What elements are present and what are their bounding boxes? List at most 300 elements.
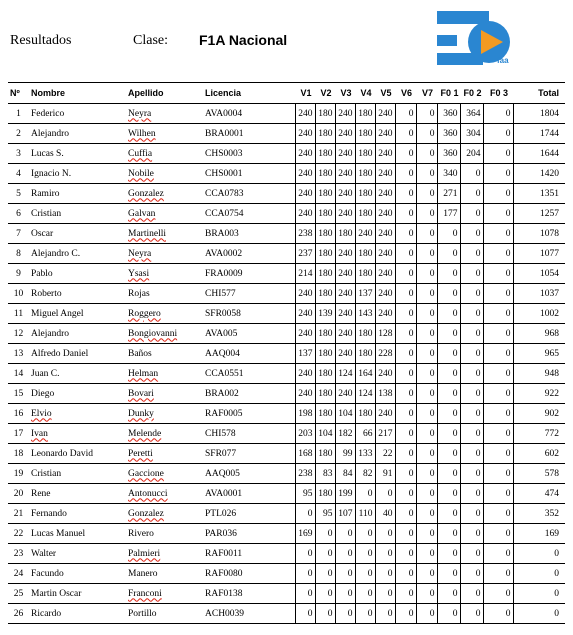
apellido-cell: Neyra xyxy=(126,104,203,124)
score-cell: 0 xyxy=(483,364,513,384)
score-cell: 0 xyxy=(437,604,460,624)
nombre-cell: Ivan xyxy=(29,424,126,444)
score-cell: 0 xyxy=(416,144,437,164)
score-cell: 0 xyxy=(437,504,460,524)
score-cell: 0 xyxy=(437,484,460,504)
table-row xyxy=(8,484,565,504)
licencia-cell: AAQ004 xyxy=(203,344,295,364)
score-cell: 0 xyxy=(416,584,437,604)
score-cell: 240 xyxy=(375,224,395,244)
score-cell: 180 xyxy=(315,124,335,144)
rank-cell: 17 xyxy=(8,424,29,444)
licencia-cell: AVA0004 xyxy=(203,104,295,124)
score-cell: 84 xyxy=(335,464,355,484)
score-cell: 0 xyxy=(395,484,416,504)
score-cell: 104 xyxy=(335,404,355,424)
score-cell: 0 xyxy=(395,444,416,464)
apellido-cell: Portillo xyxy=(126,604,203,624)
score-cell: 0 xyxy=(295,584,315,604)
score-cell: 0 xyxy=(437,264,460,284)
score-cell: 0 xyxy=(460,304,483,324)
score-cell: 180 xyxy=(355,324,375,344)
score-cell: 0 xyxy=(483,324,513,344)
score-cell: 0 xyxy=(395,464,416,484)
score-cell: 0 xyxy=(483,544,513,564)
nombre-cell: Cristian xyxy=(29,204,126,224)
total-cell: 0 xyxy=(513,564,565,584)
total-cell: 0 xyxy=(513,544,565,564)
table-row xyxy=(8,244,565,264)
score-cell: 143 xyxy=(355,304,375,324)
score-cell: 0 xyxy=(460,324,483,344)
score-cell: 0 xyxy=(483,504,513,524)
score-cell: 0 xyxy=(395,284,416,304)
score-cell: 0 xyxy=(483,304,513,324)
column-header: V1 xyxy=(295,83,315,104)
score-cell: 0 xyxy=(375,484,395,504)
score-cell: 0 xyxy=(395,304,416,324)
score-cell: 137 xyxy=(295,344,315,364)
score-cell: 82 xyxy=(355,464,375,484)
apellido-cell: Bovari xyxy=(126,384,203,404)
score-cell: 180 xyxy=(315,144,335,164)
nombre-cell: Miguel Angel xyxy=(29,304,126,324)
apellido-cell: Rojas xyxy=(126,284,203,304)
score-cell: 240 xyxy=(295,104,315,124)
score-cell: 180 xyxy=(315,364,335,384)
rank-cell: 20 xyxy=(8,484,29,504)
column-header: V3 xyxy=(335,83,355,104)
column-header: V7 xyxy=(416,83,437,104)
score-cell: 168 xyxy=(295,444,315,464)
score-cell: 240 xyxy=(375,144,395,164)
score-cell: 0 xyxy=(437,544,460,564)
total-cell: 1351 xyxy=(513,184,565,204)
score-cell: 0 xyxy=(295,604,315,624)
column-header: F0 3 xyxy=(483,83,513,104)
table-row xyxy=(8,404,565,424)
score-cell: 0 xyxy=(375,524,395,544)
score-cell: 0 xyxy=(483,284,513,304)
licencia-cell: RAF0005 xyxy=(203,404,295,424)
score-cell: 214 xyxy=(295,264,315,284)
score-cell: 0 xyxy=(437,444,460,464)
apellido-cell: Helman xyxy=(126,364,203,384)
nombre-cell: Facundo xyxy=(29,564,126,584)
score-cell: 180 xyxy=(315,384,335,404)
score-cell: 240 xyxy=(335,284,355,304)
score-cell: 0 xyxy=(437,404,460,424)
score-cell: 138 xyxy=(375,384,395,404)
licencia-cell: PAR036 xyxy=(203,524,295,544)
score-cell: 240 xyxy=(295,284,315,304)
score-cell: 0 xyxy=(395,244,416,264)
score-cell: 0 xyxy=(437,384,460,404)
total-cell: 1804 xyxy=(513,104,565,124)
score-cell: 0 xyxy=(460,224,483,244)
score-cell: 0 xyxy=(483,264,513,284)
apellido-cell: Bongiovanni xyxy=(126,324,203,344)
apellido-cell: Martinelli xyxy=(126,224,203,244)
score-cell: 0 xyxy=(395,584,416,604)
score-cell: 0 xyxy=(483,184,513,204)
total-cell: 0 xyxy=(513,604,565,624)
score-cell: 0 xyxy=(335,564,355,584)
table-row xyxy=(8,544,565,564)
score-cell: 0 xyxy=(483,564,513,584)
score-cell: 180 xyxy=(355,164,375,184)
table-row xyxy=(8,184,565,204)
score-cell: 0 xyxy=(437,324,460,344)
licencia-cell: BRA0001 xyxy=(203,124,295,144)
score-cell: 66 xyxy=(355,424,375,444)
column-header: Apellido xyxy=(126,83,203,104)
nombre-cell: Alfredo Daniel xyxy=(29,344,126,364)
score-cell: 180 xyxy=(315,204,335,224)
column-header: V2 xyxy=(315,83,335,104)
nombre-cell: Pablo xyxy=(29,264,126,284)
table-row xyxy=(8,284,565,304)
total-cell: 474 xyxy=(513,484,565,504)
score-cell: 169 xyxy=(295,524,315,544)
score-cell: 107 xyxy=(335,504,355,524)
header-row xyxy=(8,83,565,104)
score-cell: 0 xyxy=(355,584,375,604)
score-cell: 180 xyxy=(355,244,375,264)
resultados-label: Resultados xyxy=(10,33,72,48)
table-row xyxy=(8,604,565,624)
nombre-cell: Rene xyxy=(29,484,126,504)
nombre-cell: Alejandro xyxy=(29,124,126,144)
score-cell: 0 xyxy=(355,564,375,584)
licencia-cell: CHS0001 xyxy=(203,164,295,184)
score-cell: 203 xyxy=(295,424,315,444)
nombre-cell: Fernando xyxy=(29,504,126,524)
score-cell: 0 xyxy=(483,384,513,404)
rank-cell: 5 xyxy=(8,184,29,204)
score-cell: 240 xyxy=(335,384,355,404)
score-cell: 0 xyxy=(460,204,483,224)
licencia-cell: SFR077 xyxy=(203,444,295,464)
score-cell: 95 xyxy=(315,504,335,524)
score-cell: 0 xyxy=(460,504,483,524)
score-cell: 240 xyxy=(295,124,315,144)
licencia-cell: ACH0039 xyxy=(203,604,295,624)
score-cell: 0 xyxy=(460,244,483,264)
score-cell: 240 xyxy=(295,364,315,384)
score-cell: 0 xyxy=(460,564,483,584)
score-cell: 180 xyxy=(315,344,335,364)
rank-cell: 19 xyxy=(8,464,29,484)
licencia-cell: AVA0001 xyxy=(203,484,295,504)
nombre-cell: Lucas Manuel xyxy=(29,524,126,544)
score-cell: 240 xyxy=(335,164,355,184)
score-cell: 0 xyxy=(483,204,513,224)
score-cell: 0 xyxy=(295,564,315,584)
total-cell: 578 xyxy=(513,464,565,484)
column-header: V4 xyxy=(355,83,375,104)
table-row xyxy=(8,424,565,444)
nombre-cell: Leonardo David xyxy=(29,444,126,464)
score-cell: 0 xyxy=(437,244,460,264)
score-cell: 199 xyxy=(335,484,355,504)
apellido-cell: Neyra xyxy=(126,244,203,264)
score-cell: 0 xyxy=(416,364,437,384)
score-cell: 180 xyxy=(315,404,335,424)
score-cell: 0 xyxy=(416,184,437,204)
score-cell: 95 xyxy=(295,484,315,504)
nombre-cell: Martin Oscar xyxy=(29,584,126,604)
total-cell: 772 xyxy=(513,424,565,444)
apellido-cell: Antonucci xyxy=(126,484,203,504)
score-cell: 0 xyxy=(483,584,513,604)
score-cell: 0 xyxy=(395,144,416,164)
clase-label: Clase: xyxy=(133,33,168,48)
score-cell: 180 xyxy=(355,144,375,164)
rank-cell: 3 xyxy=(8,144,29,164)
score-cell: 0 xyxy=(416,164,437,184)
score-cell: 180 xyxy=(355,104,375,124)
score-cell: 0 xyxy=(355,484,375,504)
total-cell: 1077 xyxy=(513,244,565,264)
apellido-cell: Gaccione xyxy=(126,464,203,484)
score-cell: 340 xyxy=(437,164,460,184)
licencia-cell: RAF0011 xyxy=(203,544,295,564)
score-cell: 180 xyxy=(355,404,375,424)
score-cell: 304 xyxy=(460,124,483,144)
score-cell: 0 xyxy=(460,584,483,604)
score-cell: 104 xyxy=(315,424,335,444)
score-cell: 124 xyxy=(335,364,355,384)
score-cell: 0 xyxy=(416,464,437,484)
score-cell: 0 xyxy=(437,424,460,444)
score-cell: 0 xyxy=(416,544,437,564)
score-cell: 237 xyxy=(295,244,315,264)
score-cell: 240 xyxy=(295,324,315,344)
rank-cell: 24 xyxy=(8,564,29,584)
score-cell: 240 xyxy=(295,384,315,404)
column-header: Licencia xyxy=(203,83,295,104)
licencia-cell: CCA0783 xyxy=(203,184,295,204)
score-cell: 238 xyxy=(295,464,315,484)
rank-cell: 16 xyxy=(8,404,29,424)
licencia-cell: AAQ005 xyxy=(203,464,295,484)
score-cell: 180 xyxy=(315,224,335,244)
score-cell: 0 xyxy=(460,164,483,184)
score-cell: 0 xyxy=(483,244,513,264)
score-cell: 180 xyxy=(315,244,335,264)
total-cell: 169 xyxy=(513,524,565,544)
licencia-cell: CHI577 xyxy=(203,284,295,304)
column-header: Nº xyxy=(8,83,29,104)
score-cell: 240 xyxy=(375,264,395,284)
score-cell: 0 xyxy=(460,364,483,384)
total-cell: 1420 xyxy=(513,164,565,184)
nombre-cell: Ignacio N. xyxy=(29,164,126,184)
clase-value: F1A Nacional xyxy=(199,32,288,48)
score-cell: 180 xyxy=(315,484,335,504)
score-cell: 360 xyxy=(437,144,460,164)
score-cell: 240 xyxy=(295,204,315,224)
table-row xyxy=(8,264,565,284)
score-cell: 0 xyxy=(395,344,416,364)
score-cell: 240 xyxy=(335,204,355,224)
table-row xyxy=(8,144,565,164)
score-cell: 180 xyxy=(315,444,335,464)
rank-cell: 22 xyxy=(8,524,29,544)
score-cell: 0 xyxy=(483,404,513,424)
apellido-cell: Baños xyxy=(126,344,203,364)
score-cell: 0 xyxy=(437,224,460,244)
score-cell: 240 xyxy=(335,324,355,344)
nombre-cell: Roberto xyxy=(29,284,126,304)
rank-cell: 14 xyxy=(8,364,29,384)
licencia-cell: SFR0058 xyxy=(203,304,295,324)
score-cell: 0 xyxy=(437,584,460,604)
score-cell: 0 xyxy=(395,264,416,284)
table-row xyxy=(8,104,565,124)
apellido-cell: Cuffia xyxy=(126,144,203,164)
score-cell: 0 xyxy=(355,544,375,564)
total-cell: 602 xyxy=(513,444,565,464)
score-cell: 240 xyxy=(375,204,395,224)
score-cell: 0 xyxy=(416,264,437,284)
apellido-cell: Roggero xyxy=(126,304,203,324)
total-cell: 1037 xyxy=(513,284,565,304)
score-cell: 0 xyxy=(460,404,483,424)
score-cell: 164 xyxy=(355,364,375,384)
table-row xyxy=(8,364,565,384)
score-cell: 0 xyxy=(416,344,437,364)
rank-cell: 26 xyxy=(8,604,29,624)
score-cell: 0 xyxy=(416,524,437,544)
score-cell: 0 xyxy=(395,544,416,564)
score-cell: 0 xyxy=(416,444,437,464)
nombre-cell: Elvio xyxy=(29,404,126,424)
score-cell: 0 xyxy=(416,244,437,264)
score-cell: 0 xyxy=(355,604,375,624)
score-cell: 240 xyxy=(335,244,355,264)
rank-cell: 4 xyxy=(8,164,29,184)
table-row xyxy=(8,524,565,544)
licencia-cell: PTL026 xyxy=(203,504,295,524)
score-cell: 0 xyxy=(460,184,483,204)
table-row xyxy=(8,444,565,464)
nombre-cell: Lucas S. xyxy=(29,144,126,164)
nombre-cell: Ramiro xyxy=(29,184,126,204)
apellido-cell: Rivero xyxy=(126,524,203,544)
score-cell: 0 xyxy=(416,124,437,144)
table-row xyxy=(8,564,565,584)
score-cell: 0 xyxy=(416,224,437,244)
apellido-cell: Palmieri xyxy=(126,544,203,564)
rank-cell: 2 xyxy=(8,124,29,144)
total-cell: 1744 xyxy=(513,124,565,144)
score-cell: 180 xyxy=(315,164,335,184)
score-cell: 0 xyxy=(416,604,437,624)
score-cell: 110 xyxy=(355,504,375,524)
score-cell: 0 xyxy=(295,504,315,524)
score-cell: 240 xyxy=(375,404,395,424)
score-cell: 180 xyxy=(315,264,335,284)
rank-cell: 11 xyxy=(8,304,29,324)
score-cell: 0 xyxy=(460,284,483,304)
score-cell: 180 xyxy=(355,124,375,144)
score-cell: 240 xyxy=(375,244,395,264)
column-header: F0 2 xyxy=(460,83,483,104)
score-cell: 99 xyxy=(335,444,355,464)
score-cell: 0 xyxy=(483,424,513,444)
apellido-cell: Wilhen xyxy=(126,124,203,144)
licencia-cell: BRA002 xyxy=(203,384,295,404)
table-row xyxy=(8,164,565,184)
total-cell: 968 xyxy=(513,324,565,344)
rank-cell: 15 xyxy=(8,384,29,404)
score-cell: 0 xyxy=(375,584,395,604)
score-cell: 0 xyxy=(395,104,416,124)
score-cell: 0 xyxy=(315,604,335,624)
licencia-cell: CHI578 xyxy=(203,424,295,444)
score-cell: 0 xyxy=(483,444,513,464)
score-cell: 0 xyxy=(395,524,416,544)
score-cell: 0 xyxy=(375,564,395,584)
rank-cell: 8 xyxy=(8,244,29,264)
total-cell: 948 xyxy=(513,364,565,384)
licencia-cell: AVA005 xyxy=(203,324,295,344)
total-cell: 1078 xyxy=(513,224,565,244)
score-cell: 0 xyxy=(460,344,483,364)
score-cell: 180 xyxy=(315,104,335,124)
score-cell: 0 xyxy=(437,464,460,484)
score-cell: 0 xyxy=(416,324,437,344)
score-cell: 0 xyxy=(315,584,335,604)
score-cell: 240 xyxy=(375,184,395,204)
score-cell: 240 xyxy=(335,124,355,144)
score-cell: 0 xyxy=(483,104,513,124)
table-row xyxy=(8,384,565,404)
rank-cell: 13 xyxy=(8,344,29,364)
score-cell: 0 xyxy=(416,564,437,584)
score-cell: 40 xyxy=(375,504,395,524)
apellido-cell: Gonzalez xyxy=(126,184,203,204)
licencia-cell: CCA0551 xyxy=(203,364,295,384)
column-header: F0 1 xyxy=(437,83,460,104)
table-row xyxy=(8,204,565,224)
score-cell: 238 xyxy=(295,224,315,244)
score-cell: 180 xyxy=(335,224,355,244)
nombre-cell: Alejandro xyxy=(29,324,126,344)
faa-logo xyxy=(437,9,517,65)
score-cell: 0 xyxy=(395,164,416,184)
rank-cell: 6 xyxy=(8,204,29,224)
score-cell: 0 xyxy=(437,344,460,364)
score-cell: 0 xyxy=(315,564,335,584)
score-cell: 240 xyxy=(335,264,355,284)
score-cell: 0 xyxy=(395,124,416,144)
total-cell: 1054 xyxy=(513,264,565,284)
score-cell: 0 xyxy=(437,564,460,584)
score-cell: 0 xyxy=(483,524,513,544)
score-cell: 240 xyxy=(295,144,315,164)
score-cell: 0 xyxy=(483,124,513,144)
score-cell: 91 xyxy=(375,464,395,484)
score-cell: 0 xyxy=(483,464,513,484)
score-cell: 0 xyxy=(416,384,437,404)
score-cell: 0 xyxy=(416,404,437,424)
score-cell: 0 xyxy=(355,524,375,544)
total-cell: 1644 xyxy=(513,144,565,164)
table-row xyxy=(8,324,565,344)
